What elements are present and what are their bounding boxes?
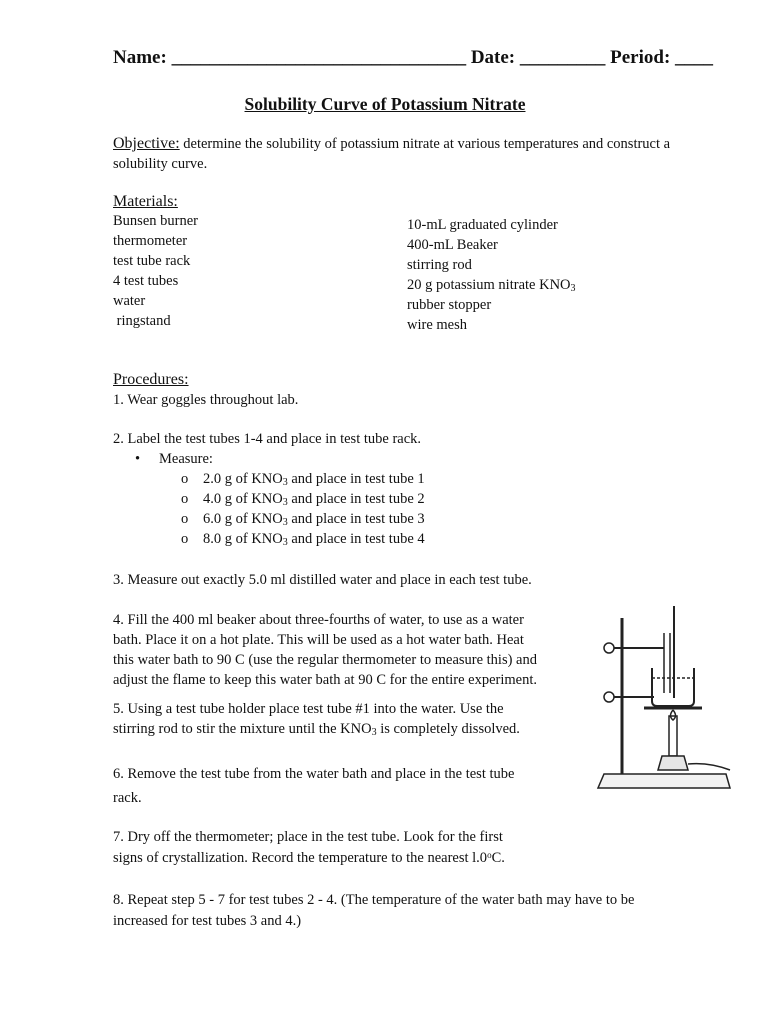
objective [113,134,703,174]
material-item: water [113,293,146,309]
subscript: 3 [282,537,288,548]
header-fields [113,46,714,70]
step-7-text: C. [491,850,505,866]
superscript: o [487,850,492,860]
burner-base [658,756,688,770]
sub-item-text: and place in test tube 3 [287,511,425,527]
subscript: 3 [282,477,288,488]
sub-item-text: and place in test tube 4 [287,531,425,547]
subscript: 3 [570,283,576,294]
materials-heading: Materials: [113,193,178,210]
subscript: 3 [282,517,288,528]
procedures-heading: Procedures: [113,371,189,388]
sub-item-text: 8.0 g of KNO [203,531,283,547]
step-3: 3. Measure out exactly 5.0 ml distilled water and place in each test tube. [113,572,532,588]
gas-hose [688,764,730,770]
stand-base [598,774,730,788]
step-5-text: is completely dissolved. [376,721,520,737]
step-8-line: increased for test tubes 3 and 4.) [113,913,302,929]
step-7-line [113,848,593,869]
circle-bullet-icon: o [181,511,189,527]
step-7-text: signs of crystallization. Record the temperature to the nearest l.0 [113,850,488,866]
step-2: 2. Label the test tubes 1-4 and place in test tube rack. [113,431,422,447]
date-label: Date: [470,47,516,68]
sub-item-text: 6.0 g of KNO [203,511,283,527]
circle-bullet-icon: o [181,471,189,487]
material-item [407,275,576,295]
material-kno3: 20 g potassium nitrate KNO [407,277,571,293]
step-1: 1. Wear goggles throughout lab. [113,392,299,408]
material-item: 10-mL graduated cylinder [407,217,558,233]
sub-item-text: and place in test tube 2 [287,491,425,507]
measure-sub-list [181,469,425,549]
material-item: 4 test tubes [113,273,179,289]
step-6 [113,762,593,810]
bullet-icon: • [135,451,141,467]
step-4-line: this water bath to 90 C (use the regular thermometer to measure this) and [113,652,537,668]
step-5-line [113,719,593,739]
sub-item-text: and place in test tube 1 [287,471,425,487]
date-blank[interactable]: _________ [519,47,606,68]
objective-label: Objective: [113,135,180,152]
measure-label: Measure: [159,451,213,467]
material-item: Bunsen burner [113,213,198,229]
sub-item-text: 4.0 g of KNO [203,491,283,507]
circle-bullet-icon: o [181,531,189,547]
lower-clamp-knob [604,692,614,702]
step-8 [113,890,713,932]
material-item: rubber stopper [407,297,492,313]
period-label: Period: [610,47,671,68]
material-item: test tube rack [113,253,191,269]
step-4-line: adjust the flame to keep this water bath at 90 C for the entire experiment. [113,672,537,688]
sub-list-item [181,509,425,529]
subscript: 3 [282,497,288,508]
step-5 [113,699,593,739]
sub-list-item [181,489,425,509]
materials-list-right [407,215,576,335]
step-7-line: 7. Dry off the thermometer; place in the test tube. Look for the first [113,829,503,845]
burner-tube [669,716,677,756]
measure-bullet [135,449,213,469]
sub-list-item [181,469,425,489]
step-4 [113,610,593,690]
upper-clamp-knob [604,643,614,653]
step-8-line: 8. Repeat step 5 - 7 for test tubes 2 - 4. (The temperature of the water bath may have to be [113,892,635,908]
materials-list-left [113,211,198,331]
flame [671,710,676,720]
period-blank[interactable]: ____ [675,47,714,68]
material-item: thermometer [113,233,188,249]
step-5-line: 5. Using a test tube holder place test tube #1 into the water. Use the [113,701,504,717]
step-6-line: 6. Remove the test tube from the water bath and place in the test tube [113,766,515,782]
objective-text: determine the solubility of potassium nitrate at various temperatures and construct a solubility curve. [113,136,671,172]
name-blank[interactable]: _______________________________ [171,47,467,68]
step-7 [113,827,593,869]
material-item: ringstand [113,313,171,329]
name-label: Name: [113,47,167,68]
page-title: Solubility Curve of Potassium Nitrate [244,94,526,114]
step-4-line: bath. Place it on a hot plate. This will be used as a hot water bath. Heat [113,632,524,648]
material-item: stirring rod [407,257,472,273]
circle-bullet-icon: o [181,491,189,507]
material-item: wire mesh [407,317,467,333]
subscript: 3 [371,727,377,738]
step-6-line: rack. [113,790,142,806]
sub-list-item [181,529,425,549]
step-5-text: stirring rod to stir the mixture until the KNO [113,721,372,737]
material-item: 400-mL Beaker [407,237,498,253]
ringstand-waterbath-illustration [594,598,734,798]
sub-item-text: 2.0 g of KNO [203,471,283,487]
step-4-line: 4. Fill the 400 ml beaker about three-fourths of water, to use as a water [113,612,524,628]
